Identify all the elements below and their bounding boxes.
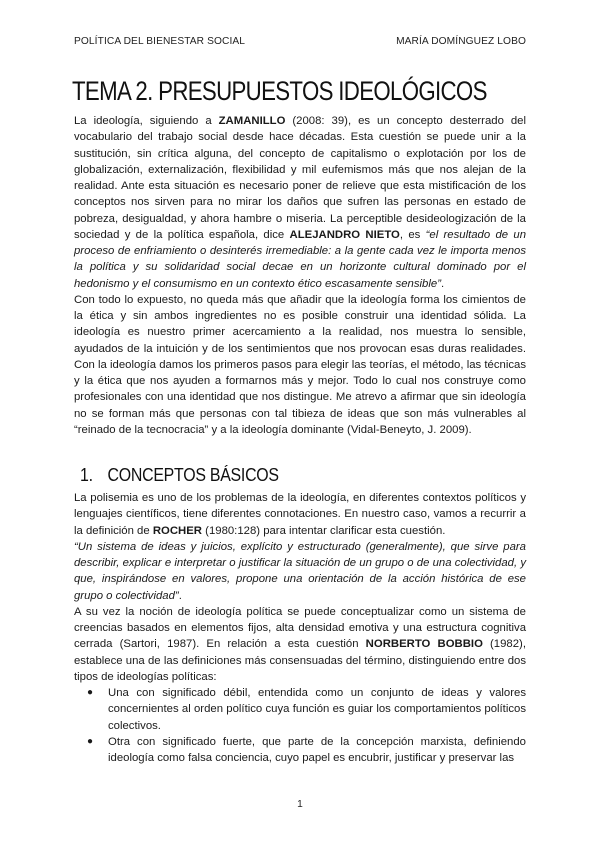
author-alejandro-nieto: ALEJANDRO NIETO (289, 228, 400, 241)
section-1-body (74, 490, 526, 766)
ideology-types-list (74, 685, 526, 766)
intro-text: La ideología, siguiendo a (74, 115, 219, 127)
list-item (74, 734, 526, 767)
section-text: A su vez la noción de ideología política se puede conceptualizar como un sistema de creencias basados en elementos fijos, alta densidad emotiva y una estructura cognitiva cerrada (Sartori, 1987). En relación a esta cuestión (74, 605, 526, 651)
page-header (74, 36, 526, 50)
section-number: 1. (80, 464, 93, 485)
rocher-quote: “Un sistema de ideas y juicios, explícito y estructurado (generalmente), que sirve para describir, explicar e interpretar o justificar la situación de un grupo o de una colectividad, y que, inspirándose en valores, propone una orientación de la acción histórica de ese grupo o colectividad” (74, 540, 526, 602)
section-heading (80, 464, 279, 486)
nieto-quote: “el resultado de un proceso de enfriamiento o desinterés irremediable: a la gente cada vez le importa menos la política y su solidaridad social decae en un horizonte cultural dominado por el hedonismo y el consumismo en un contexto ético escasamente sensible” (74, 228, 526, 290)
intro-text: , es (399, 228, 426, 241)
author-norberto-bobbio: NORBERTO BOBBIO (365, 638, 483, 651)
list-item-text: Otra con significado fuerte, que parte de la concepción marxista, definiendo ideología como falsa conciencia, cuyo papel es encubrir, justificar y preservar las (108, 735, 526, 764)
section-paragraph-1 (74, 490, 526, 539)
list-item-text: Una con significado débil, entendida como un conjunto de ideas y valores concernientes al orden político cuya función es guiar los comportamientos políticos colectivos. (108, 687, 526, 732)
author-rocher: ROCHER (152, 524, 203, 537)
list-item (74, 685, 526, 734)
intro-section (74, 113, 526, 438)
section-title: CONCEPTOS BÁSICOS (107, 464, 279, 485)
header-author: MARÍA DOMÍNGUEZ LOBO (396, 36, 526, 47)
intro-paragraph-2: Con todo lo expuesto, no queda más que añadir que la ideología forma los cimientos de la ética y sin ambos ingredientes no es posible construir una identidad sólida. La ideología es nuestro primer acercamiento a la realidad, nos muestra lo sensible, ayudados de la intuición y de los sentimientos que nos provocan esas duras realidades. Con la ideología damos los primeros pasos para elegir las teorías, el método, las técnicas y la ética que nos ayuden a formarnos más y mejor. Todo lo cual nos construye como profesionales con una identidad que nos distingue. Me atrevo a afirmar que sin ideología no se forman más que personas con tal tibieza de ideas que son más vulnerables al “reinado de la tecnocracia” y a la ideología dominante (Vidal-Beneyto, J. 2009). (74, 293, 526, 436)
section-text: (1980:128) para intentar clarificar esta cuestión. (202, 524, 446, 537)
bullet-icon: ● (87, 735, 94, 747)
bullet-icon: ● (87, 687, 94, 698)
page-number: 1 (297, 799, 303, 810)
intro-text: (2008: 39), es un concepto desterrado del vocabulario del trabajo social desde hace décadas. Esta cuestión se puede unir a la sustitución, sin crítica alguna, del concepto de capitalismo o explotación por los de globalización, externalización, flexibilidad y mil eufemismos más que nos alejan de la realidad. Ante esta situación es necesario poner de relieve que esta mistificación de los conceptos nos sirven para no mirar los daños que sufren las personas en estado de pobreza, desigualdad, y ahora hambre o miseria. La perceptible desideologización de la sociedad y de la política española, dice (74, 115, 527, 241)
intro-text: . (440, 277, 445, 290)
section-paragraph-2 (74, 604, 526, 685)
header-course-title: POLÍTICA DEL BIENESTAR SOCIAL (74, 36, 246, 47)
section-text: (1982), establece una de las definiciones más consensuadas del término, distinguiendo entre dos tipos de ideologías políticas: (74, 638, 526, 683)
section-text: . (178, 589, 182, 602)
rocher-definition (74, 539, 526, 604)
section-text: La polisemia es uno de los problemas de la ideología, en diferentes contextos políticos y lenguajes científicos, tiene diferentes connotaciones. En nuestro caso, vamos a recurrir a la definición de (74, 492, 526, 537)
author-zamanillo: ZAMANILLO (218, 115, 286, 127)
document-title: TEMA 2. PRESUPUESTOS IDEOLÓGICOS (72, 76, 487, 106)
intro-paragraph-1 (74, 113, 526, 292)
